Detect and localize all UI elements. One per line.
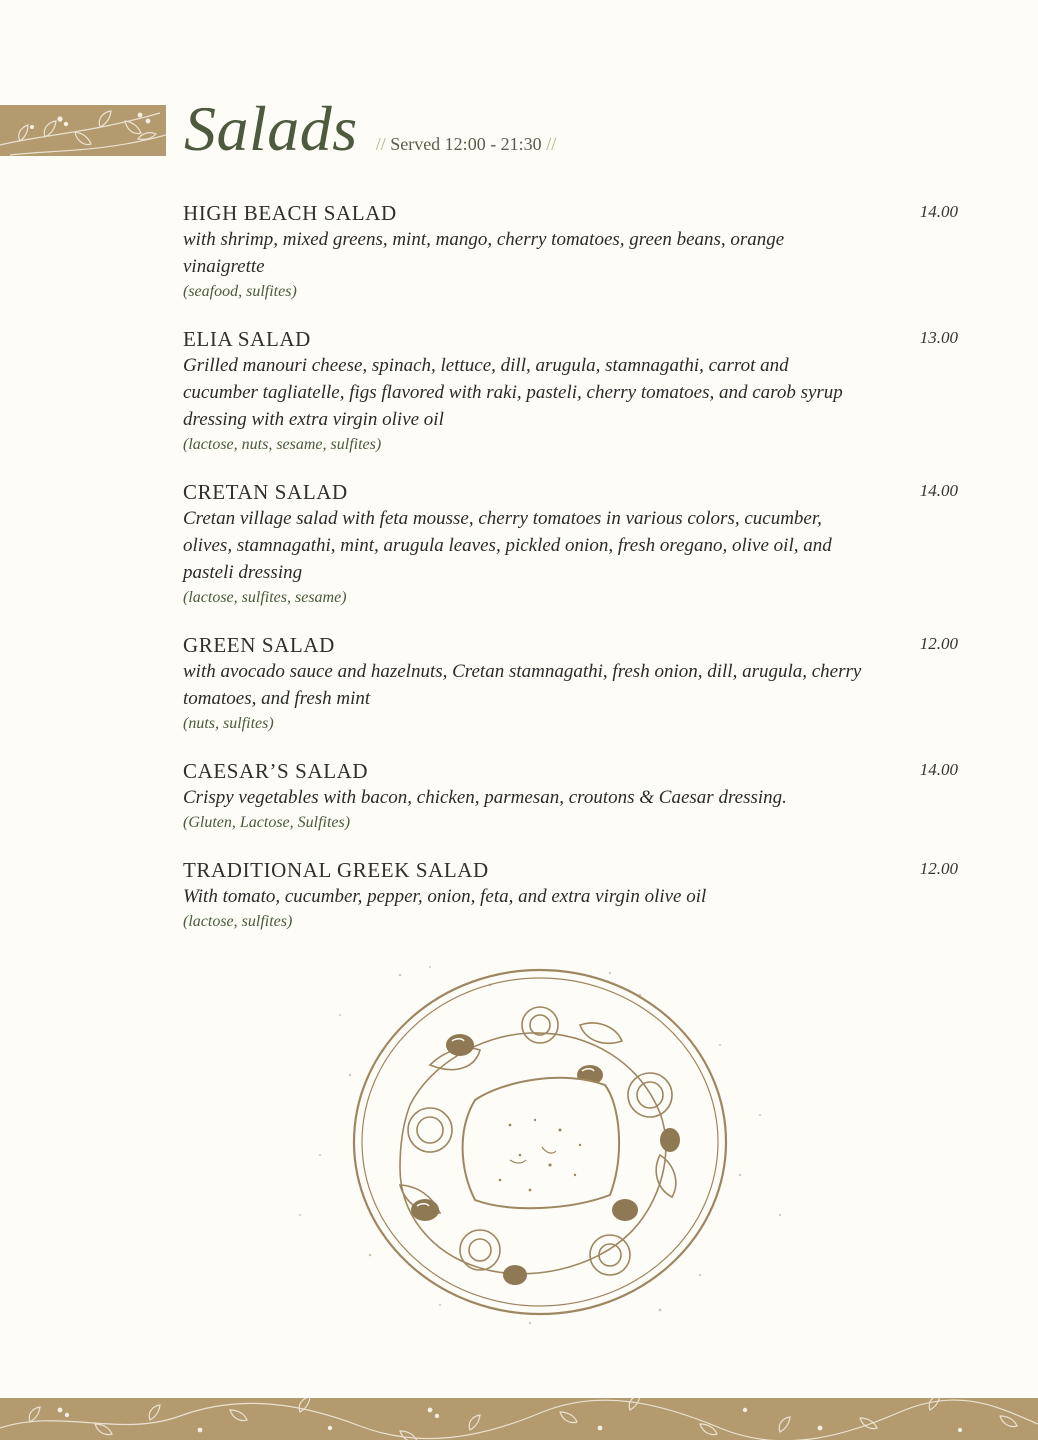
- item-name: ELIA SALAD: [183, 327, 311, 351]
- item-allergens: (lactose, sulfites, sesame): [183, 589, 347, 606]
- page-title: Salads: [184, 93, 358, 164]
- item-name: CAESAR’S SALAD: [183, 759, 369, 783]
- item-price: 13.00: [919, 328, 958, 347]
- item-name: GREEN SALAD: [183, 633, 335, 657]
- item-price: 14.00: [919, 481, 958, 500]
- item-price: 12.00: [919, 859, 958, 878]
- serving-hours-prefix: //: [375, 134, 386, 154]
- item-description: Crispy vegetables with bacon, chicken, parmesan, croutons & Caesar dressing.: [183, 787, 787, 808]
- menu-item: [183, 758, 958, 835]
- item-name: HIGH BEACH SALAD: [183, 201, 397, 225]
- item-price: 14.00: [919, 760, 958, 779]
- item-name: TRADITIONAL GREEK SALAD: [183, 858, 489, 882]
- item-description: with avocado sauce and hazelnuts, Cretan stamnagathi, fresh onion, dill, arugula, cherry tomatoes, and fresh mint: [183, 661, 862, 709]
- page-header: [184, 92, 556, 166]
- menu-item: [183, 200, 958, 304]
- serving-hours: [376, 134, 557, 155]
- greek-salad-plate-sketch-icon: [280, 955, 800, 1335]
- serving-hours-suffix: //: [546, 134, 557, 154]
- menu-item: [183, 326, 958, 457]
- item-description: Cretan village salad with feta mousse, cherry tomatoes in various colors, cucumber, olives, stamnagathi, mint, arugula leaves, pickled onion, fresh oregano, olive oil, and pasteli dressing: [183, 508, 832, 583]
- item-allergens: (Gluten, Lactose, Sulfites): [183, 814, 351, 831]
- menu-item: [183, 479, 958, 610]
- menu-item: [183, 632, 958, 736]
- greek-salad-illustration: [280, 955, 800, 1335]
- item-price: 12.00: [919, 634, 958, 653]
- item-description: Grilled manouri cheese, spinach, lettuce, dill, arugula, stamnagathi, carrot and cucumber tagliatelle, figs flavored with raki, pasteli, cherry tomatoes, and carob syrup dressing with extra virgin olive oil: [183, 355, 843, 430]
- footer-decorative-band: [0, 1398, 1038, 1440]
- item-description: With tomato, cucumber, pepper, onion, feta, and extra virgin olive oil: [183, 886, 707, 907]
- item-price: 14.00: [919, 202, 958, 221]
- item-description: with shrimp, mixed greens, mint, mango, cherry tomatoes, green beans, orange vinaigrette: [183, 229, 785, 277]
- olive-branch-pattern-icon: [0, 105, 166, 156]
- header-decorative-band: [0, 105, 166, 156]
- item-name: CRETAN SALAD: [183, 480, 348, 504]
- olive-branch-pattern-icon: [0, 1398, 1038, 1440]
- item-allergens: (lactose, sulfites): [183, 913, 293, 930]
- serving-hours-text: Served 12:00 - 21:30: [390, 134, 542, 154]
- salad-menu-list: [183, 200, 958, 934]
- item-allergens: (lactose, nuts, sesame, sulfites): [183, 436, 382, 453]
- item-allergens: (nuts, sulfites): [183, 715, 274, 732]
- item-allergens: (seafood, sulfites): [183, 283, 297, 300]
- menu-item: [183, 857, 958, 934]
